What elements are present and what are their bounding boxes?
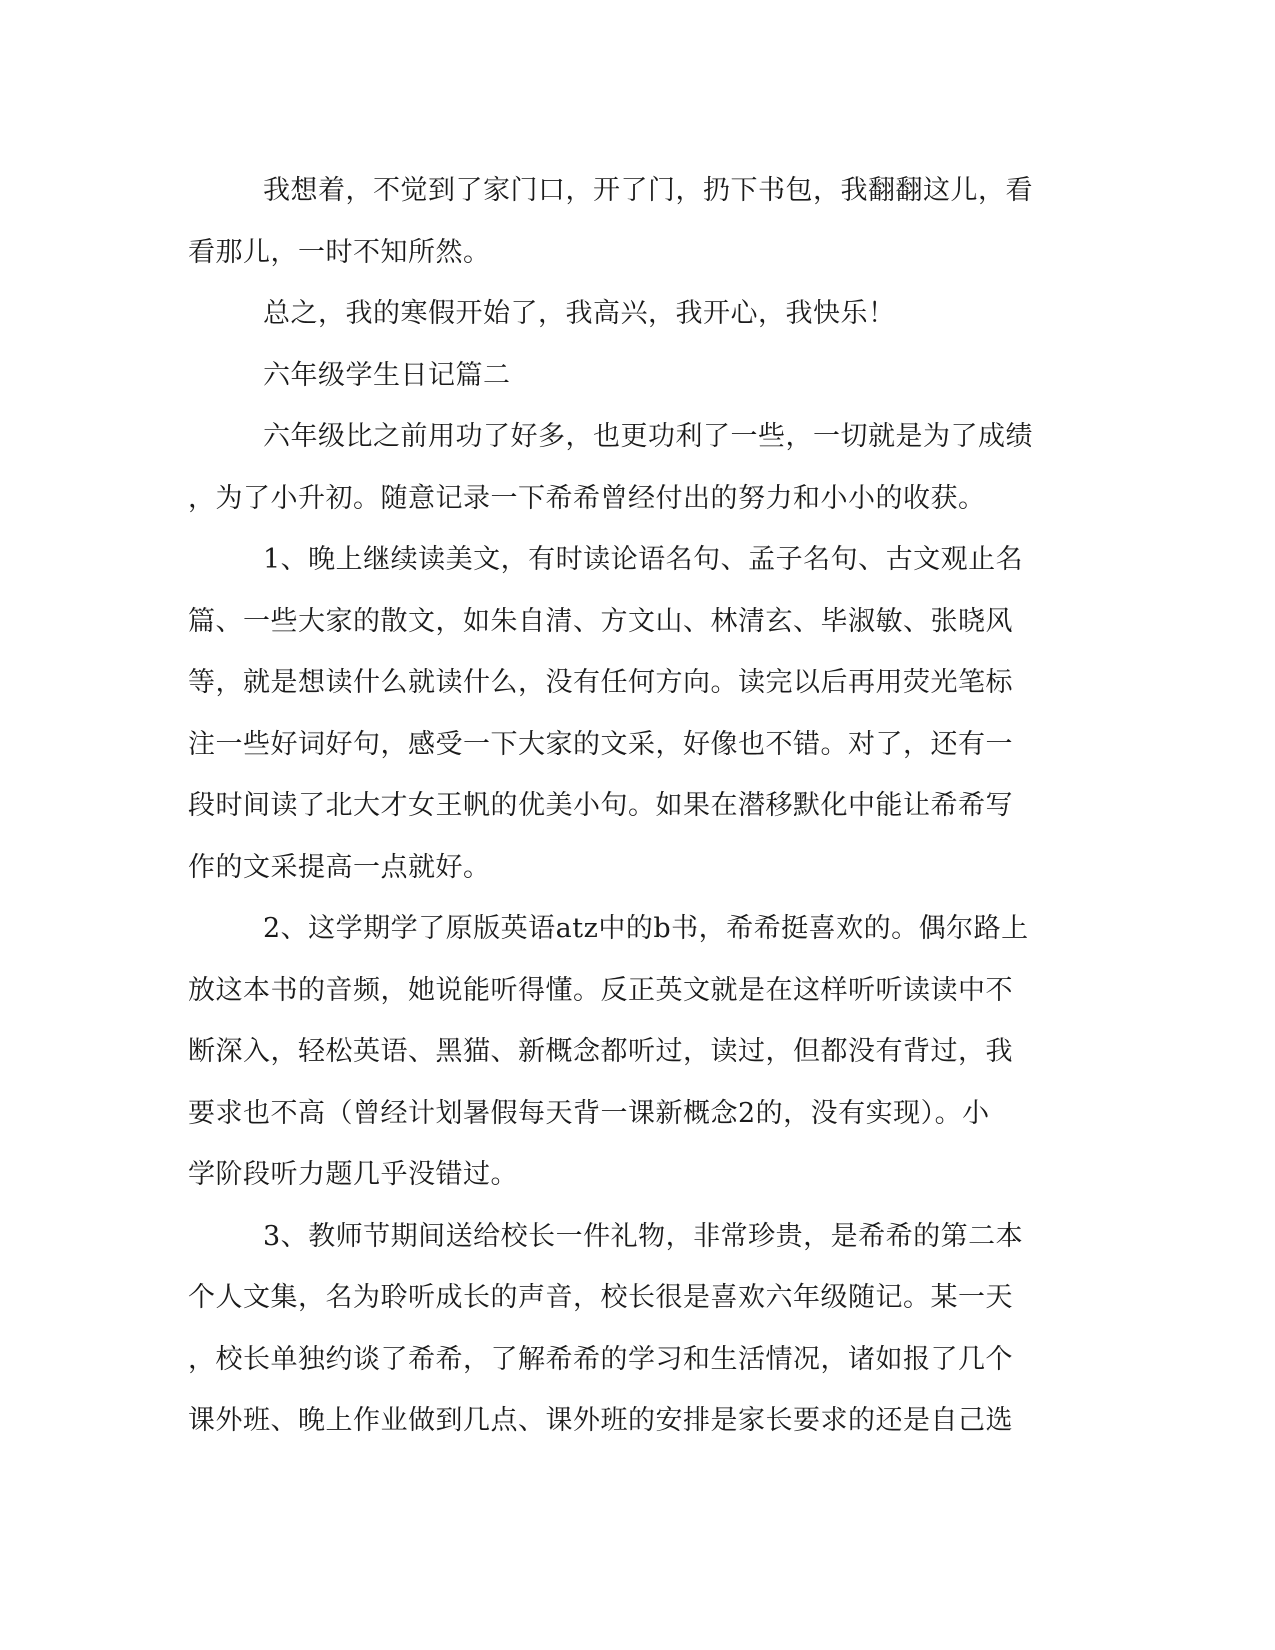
text-line: 作的文采提高一点就好。 [188,851,491,883]
text-line: 总之，我的寒假开始了，我高兴，我开心，我快乐！ [263,298,896,329]
text-line: 课外班、晚上作业做到几点、课外班的安排是家长要求的还是自己选 [188,1405,1013,1436]
text-line: 段时间读了北大才女王帆的优美小句。如果在潜移默化中能让希希写 [188,790,1013,821]
text-line: ，为了小升初。随意记录一下希希曾经付出的努力和小小的收获。 [188,482,986,514]
text-line: 注一些好词好句，感受一下大家的文采，好像也不错。对了，还有一 [188,728,1013,760]
section-heading: 六年级学生日记篇二 [263,359,511,391]
text-line: 等，就是想读什么就读什么，没有任何方向。读完以后再用荧光笔标 [188,667,1013,698]
text-line: 1、晚上继续读美文，有时读论语名句、孟子名句、古文观止名 [263,544,1024,575]
text-line: ，校长单独约谈了希希，了解希希的学习和生活情况，诸如报了几个 [188,1343,1013,1375]
text-line: 3、教师节期间送给校长一件礼物，非常珍贵，是希希的第二本 [263,1220,1024,1252]
document-body [188,160,1088,1452]
text-line: 放这本书的音频，她说能听得懂。反正英文就是在这样听听读读中不 [188,974,1013,1006]
text-line: 篇、一些大家的散文，如朱自清、方文山、林清玄、毕淑敏、张晓风 [188,605,1013,637]
text-line: 断深入，轻松英语、黑猫、新概念都听过，读过，但都没有背过，我 [188,1036,1013,1067]
text-line: 个人文集，名为聆听成长的声音，校长很是喜欢六年级随记。某一天 [188,1282,1013,1313]
text-line: 我想着，不觉到了家门口，开了门，扔下书包，我翻翻这儿，看 [263,175,1033,206]
text-line: 学阶段听力题几乎没错过。 [188,1159,518,1190]
text-line: 2、这学期学了原版英语atz中的b书，希希挺喜欢的。偶尔路上 [263,913,1029,944]
text-line: 要求也不高（曾经计划暑假每天背一课新概念2的，没有实现）。小 [188,1097,990,1129]
text-line: 六年级比之前用功了好多，也更功利了一些，一切就是为了成绩 [263,421,1033,452]
text-line: 看那儿，一时不知所然。 [188,236,491,268]
